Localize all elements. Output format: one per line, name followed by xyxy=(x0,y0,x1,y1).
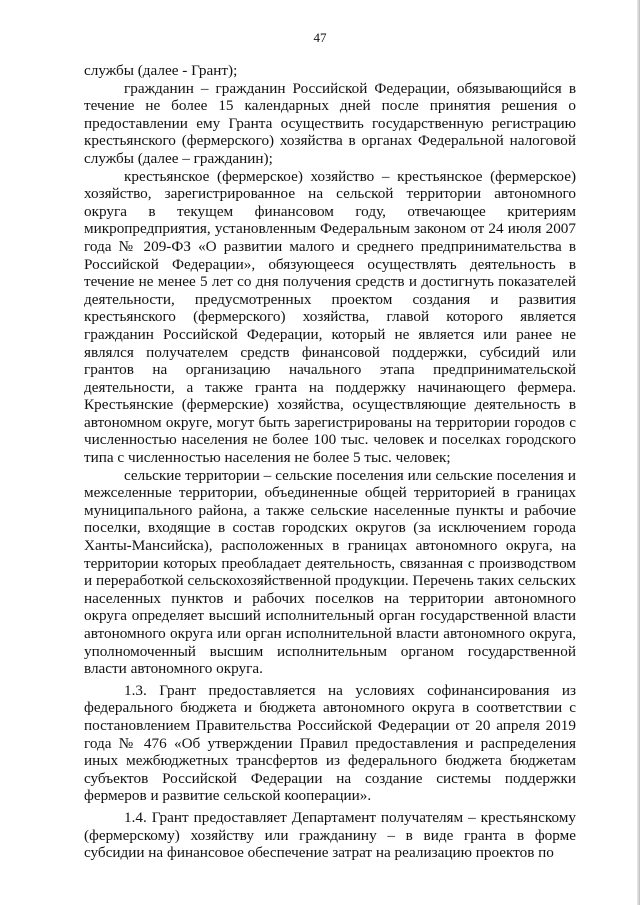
paragraph-farm-definition: крестьянское (фермерское) хозяйство – крестьянское (фермерское) хозяйство, зарегистрированное на сельской территории автономного округа в текущем финансовом году, отвечающее критериям микропредприятия, установленным Федеральным законом от 24 июля 2007 года № 209-ФЗ «О развитии малого и среднего предпринимательства в Российской Федерации», обязующееся осуществлять деятельность в течение не менее 5 лет со дня получения средств и достигнуть показателей деятельности, предусмотренных проектом создания и развития крестьянского (фермерского) хозяйства, главой которого является гражданин Российской Федерации, который не является или ранее не являлся получателем средств финансовой поддержки, субсидий или грантов на организацию начального этапа предпринимательской деятельности, а также гранта на поддержку начинающего фермера. Крестьянские (фермерские) хозяйства, осуществляющие деятельность в автономном округе, могут быть зарегистрированы на территории городов с численностью населения не более 100 тыс. человек и поселках городского типа с численностью населения не более 5 тыс. человек; xyxy=(84,167,576,467)
paragraph-grant-definition-end: службы (далее - Грант); xyxy=(84,62,238,79)
paragraph-section-1-3: 1.3. Грант предоставляется на условиях софинансирования из федерального бюджета и бюджета автономного округа в соответствии с постановлением Правительства Российской Федерации от 20 апреля 2019 года № 476 «Об утверждении Правил предоставления и распределения иных межбюджетных трансфертов из федерального бюджета бюджетам субъектов Российской Федерации на создание системы поддержки фермеров и развитие сельской кооперации». xyxy=(84,681,576,805)
paragraph-citizen-definition: гражданин – гражданин Российской Федерации, обязывающийся в течение не более 15 календарных дней после принятия решения о предоставлении ему Гранта осуществить государственную регистрацию крестьянского (фермерского) хозяйства в органах Федеральной налоговой службы (далее – гражданин); xyxy=(84,79,576,167)
paragraph-rural-territories-definition: сельские территории – сельские поселения или сельские поселения и межселенные территории, объединенные общей территорией в границах муниципального района, а также сельские населенные пункты и рабочие поселки, входящие в состав городских округов (за исключением города Ханты-Мансийска), расположенных в границах автономного округа, на территории которых преобладает деятельность, связанная с производством и переработкой сельскохозяйственной продукции. Перечень таких сельских населенных пунктов и рабочих поселков на территории автономного округа определяет высший исполнительный орган государственной власти автономного округа или орган исполнительной власти автономного округа, уполномоченный высшим исполнительным органом государственной власти автономного округа. xyxy=(84,466,576,678)
page-number: 47 xyxy=(313,30,327,45)
body-text xyxy=(84,62,576,862)
paragraph-section-1-4: 1.4. Грант предоставляет Департамент получателям – крестьянскому (фермерскому) хозяйству или гражданину – в виде гранта в форме субсидии на финансовое обеспечение затрат на реализацию проектов по xyxy=(84,808,576,862)
